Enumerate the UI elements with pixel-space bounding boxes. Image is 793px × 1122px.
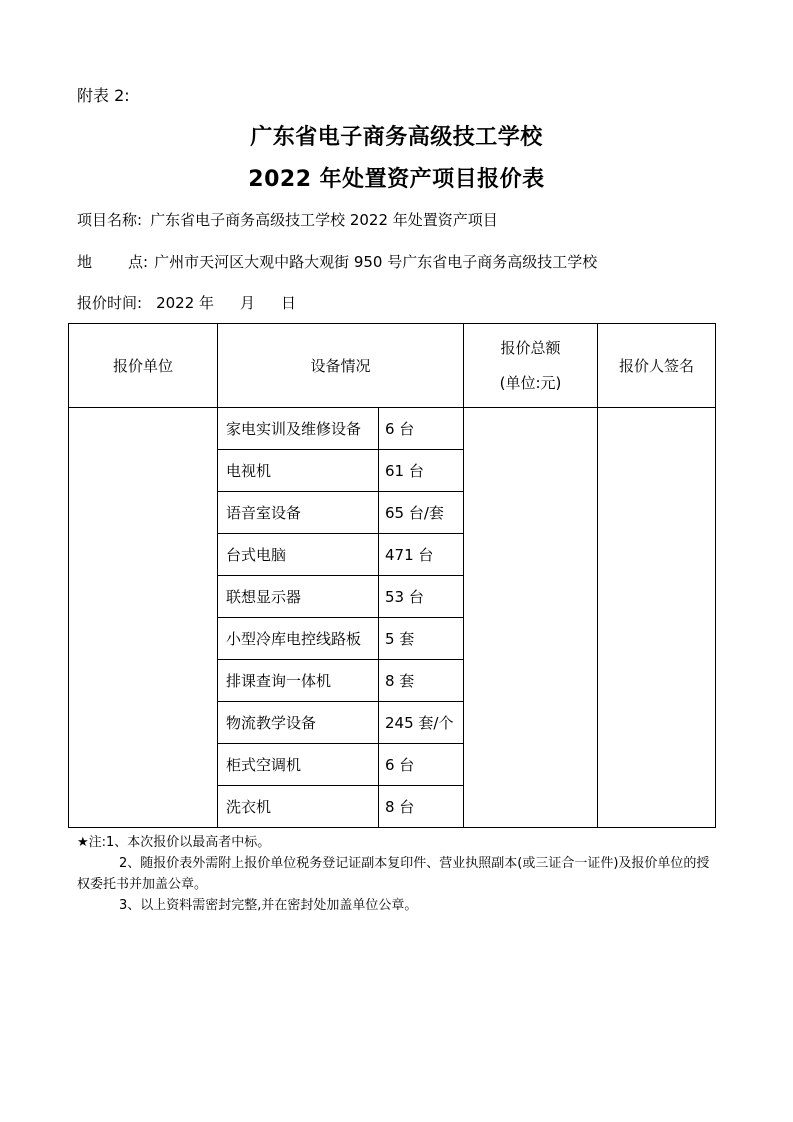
address-label-char1: 地 [77,253,93,271]
equipment-qty: 5 套 [379,618,464,660]
equipment-qty: 53 台 [379,576,464,618]
equipment-name: 柜式空调机 [218,744,379,786]
header-signature: 报价人签名 [598,324,716,408]
quote-time-label: 报价时间: [77,294,143,312]
quote-time-day: 日 [281,294,297,312]
address-value: 广州市天河区大观中路大观街 950 号广东省电子商务高级技工学校 [154,253,598,271]
project-name-label: 项目名称: [77,211,143,229]
equipment-name: 洗衣机 [218,786,379,828]
project-name-value: 广东省电子商务高级技工学校 2022 年处置资产项目 [150,211,498,229]
equipment-qty: 6 台 [379,744,464,786]
equipment-qty: 245 套/个 [379,702,464,744]
note-1: ★注:1、本次报价以最高者中标。 [77,835,271,850]
quote-time-row [77,292,296,313]
project-name-row [77,209,498,230]
quote-time-month: 月 [240,294,256,312]
quotation-table [68,323,716,828]
address-label-char2: 点: [128,253,149,271]
equipment-qty: 8 台 [379,786,464,828]
equipment-name: 排课查询一体机 [218,660,379,702]
equipment-qty: 8 套 [379,660,464,702]
equipment-name: 语音室设备 [218,492,379,534]
total-amount-cell[interactable] [464,408,598,828]
document-title-line2: 2022 年处置资产项目报价表 [248,167,545,192]
table-header-row [69,324,716,408]
equipment-name: 家电实训及维修设备 [218,408,379,450]
header-total-amount [464,324,598,408]
note-3: 3、以上资料需密封完整,并在密封处加盖单位公章。 [119,898,418,913]
appendix-label: 附表 2: [77,86,130,105]
equipment-name: 电视机 [218,450,379,492]
header-total-line1: 报价总额 [500,339,561,357]
equipment-qty: 61 台 [379,450,464,492]
notes-section [77,832,722,916]
equipment-name: 小型冷库电控线路板 [218,618,379,660]
header-quote-unit: 报价单位 [69,324,218,408]
table-row [69,408,716,450]
quote-unit-cell[interactable] [69,408,218,828]
equipment-qty: 471 台 [379,534,464,576]
header-total-line2: (单位:元) [499,373,562,392]
quote-time-year: 2022 年 [156,294,215,312]
equipment-qty: 65 台/套 [379,492,464,534]
document-title-line1: 广东省电子商务高级技工学校 [250,125,543,150]
header-equipment: 设备情况 [218,324,464,408]
equipment-name: 物流教学设备 [218,702,379,744]
note-2: 2、随报价表外需附上报价单位税务登记证副本复印件、营业执照副本(或三证合一证件)及报价单位的授权委托书并加盖公章。 [77,856,710,892]
address-row [77,251,597,272]
equipment-qty: 6 台 [379,408,464,450]
equipment-name: 台式电脑 [218,534,379,576]
signature-cell[interactable] [598,408,716,828]
equipment-name: 联想显示器 [218,576,379,618]
